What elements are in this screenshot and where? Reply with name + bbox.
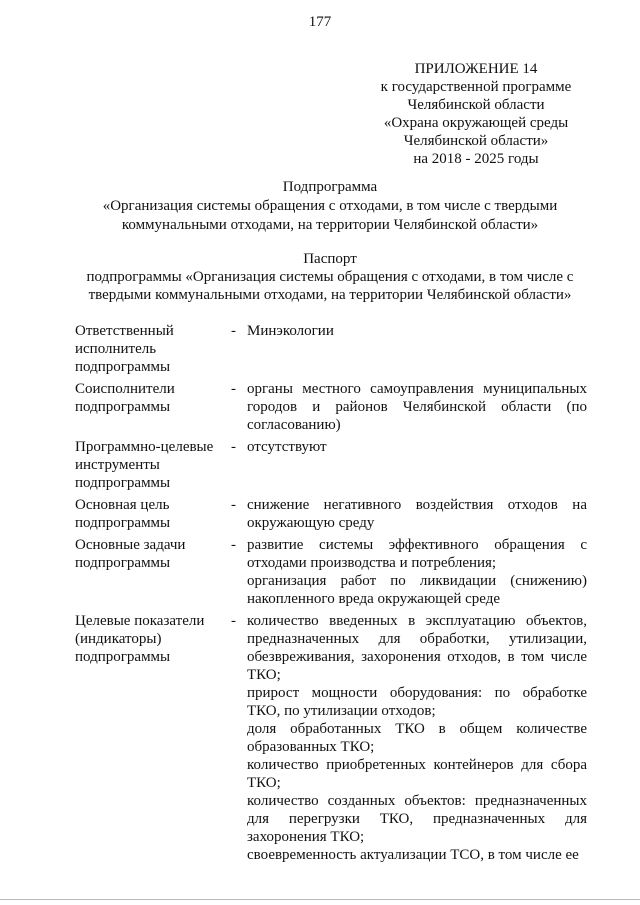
row-label-line: подпрограммы	[75, 649, 171, 665]
row-item: количество созданных объектов: предназначенных для перегрузки ТКО, предназначенных для захоронения ТКО;	[247, 793, 587, 845]
appendix-line: ПРИЛОЖЕНИЕ 14	[414, 61, 538, 77]
page-bottom-edge	[0, 899, 640, 900]
row-label-line: подпрограммы	[75, 515, 171, 531]
row-label-line: Целевые показатели	[75, 613, 205, 629]
row-label-line: Соисполнители	[75, 381, 175, 397]
subprogram-title-block	[60, 178, 600, 235]
row-label-line: исполнитель	[75, 341, 157, 357]
passport-row-main-goal	[75, 496, 587, 532]
passport-heading: Паспорт	[303, 251, 357, 267]
row-label	[75, 612, 225, 864]
row-content	[247, 612, 587, 864]
row-dash: -	[231, 439, 236, 455]
row-dash: -	[231, 381, 236, 397]
appendix-header	[370, 60, 582, 168]
passport-title-line: твердыми коммунальными отходами, на территории Челябинской области»	[88, 287, 572, 303]
row-label-line: подпрограммы	[75, 475, 171, 491]
passport-table	[75, 322, 587, 868]
subprogram-title-line: «Организация системы обращения с отходами, в том числе с твердыми	[102, 198, 558, 214]
appendix-line: «Охрана окружающей среды	[383, 115, 569, 131]
appendix-line: Челябинской области	[407, 97, 545, 113]
passport-row-instruments	[75, 438, 587, 492]
appendix-line: к государственной программе	[380, 79, 572, 95]
row-label-line: инструменты	[75, 457, 160, 473]
row-label	[75, 380, 225, 434]
row-label-line: подпрограммы	[75, 555, 171, 571]
row-label-line: (индикаторы)	[75, 631, 162, 647]
row-content	[247, 380, 587, 434]
row-item: развитие системы эффективного обращения с отходами производства и потребления;	[247, 537, 587, 571]
passport-title-line: подпрограммы «Организация системы обращения с отходами, в том числе с	[86, 269, 574, 285]
subprogram-heading: Подпрограмма	[282, 179, 378, 195]
row-content	[247, 536, 587, 608]
row-label	[75, 496, 225, 532]
row-item: органы местного самоуправления муниципальных городов и районов Челябинской области (по согласованию)	[247, 381, 587, 433]
row-content	[247, 438, 587, 492]
subprogram-title-line: коммунальными отходами, на территории Челябинской области»	[121, 217, 539, 233]
row-content	[247, 322, 587, 376]
row-item: количество введенных в эксплуатацию объектов, предназначенных для обработки, утилизации, обезвреживания, захоронения отходов, в том числе ТКО;	[247, 613, 587, 683]
passport-title-block	[60, 250, 600, 304]
row-item: снижение негативного воздействия отходов на окружающую среду	[247, 497, 587, 531]
row-label-line: Программно-целевые	[75, 439, 214, 455]
row-dash: -	[231, 497, 236, 513]
row-item: своевременность актуализации ТСО, в том числе ее	[247, 847, 579, 863]
row-label	[75, 438, 225, 492]
passport-row-coexecutors	[75, 380, 587, 434]
row-dash: -	[231, 613, 236, 629]
row-item: организация работ по ликвидации (снижению) накопленного вреда окружающей среде	[247, 573, 587, 607]
row-dash: -	[231, 537, 236, 553]
row-item: прирост мощности оборудования: по обработке ТКО, по утилизации отходов;	[247, 685, 587, 719]
row-label	[75, 322, 225, 376]
row-label-line: подпрограммы	[75, 399, 171, 415]
row-item: отсутствуют	[247, 439, 327, 455]
row-label-line: Основные задачи	[75, 537, 186, 553]
row-item: количество приобретенных контейнеров для сбора ТКО;	[247, 757, 587, 791]
row-item: доля обработанных ТКО в общем количестве образованных ТКО;	[247, 721, 587, 755]
passport-row-responsible	[75, 322, 587, 376]
appendix-line: на 2018 - 2025 годы	[413, 151, 539, 167]
row-label	[75, 536, 225, 608]
passport-row-target-indicators	[75, 612, 587, 864]
row-label-line: Ответственный	[75, 323, 174, 339]
row-label-line: Основная цель	[75, 497, 170, 513]
row-item: Минэкологии	[247, 323, 334, 339]
row-dash: -	[231, 323, 236, 339]
appendix-line: Челябинской области»	[403, 133, 549, 149]
row-content	[247, 496, 587, 532]
passport-row-main-tasks	[75, 536, 587, 608]
page-number: 177	[308, 14, 332, 30]
row-label-line: подпрограммы	[75, 359, 171, 375]
